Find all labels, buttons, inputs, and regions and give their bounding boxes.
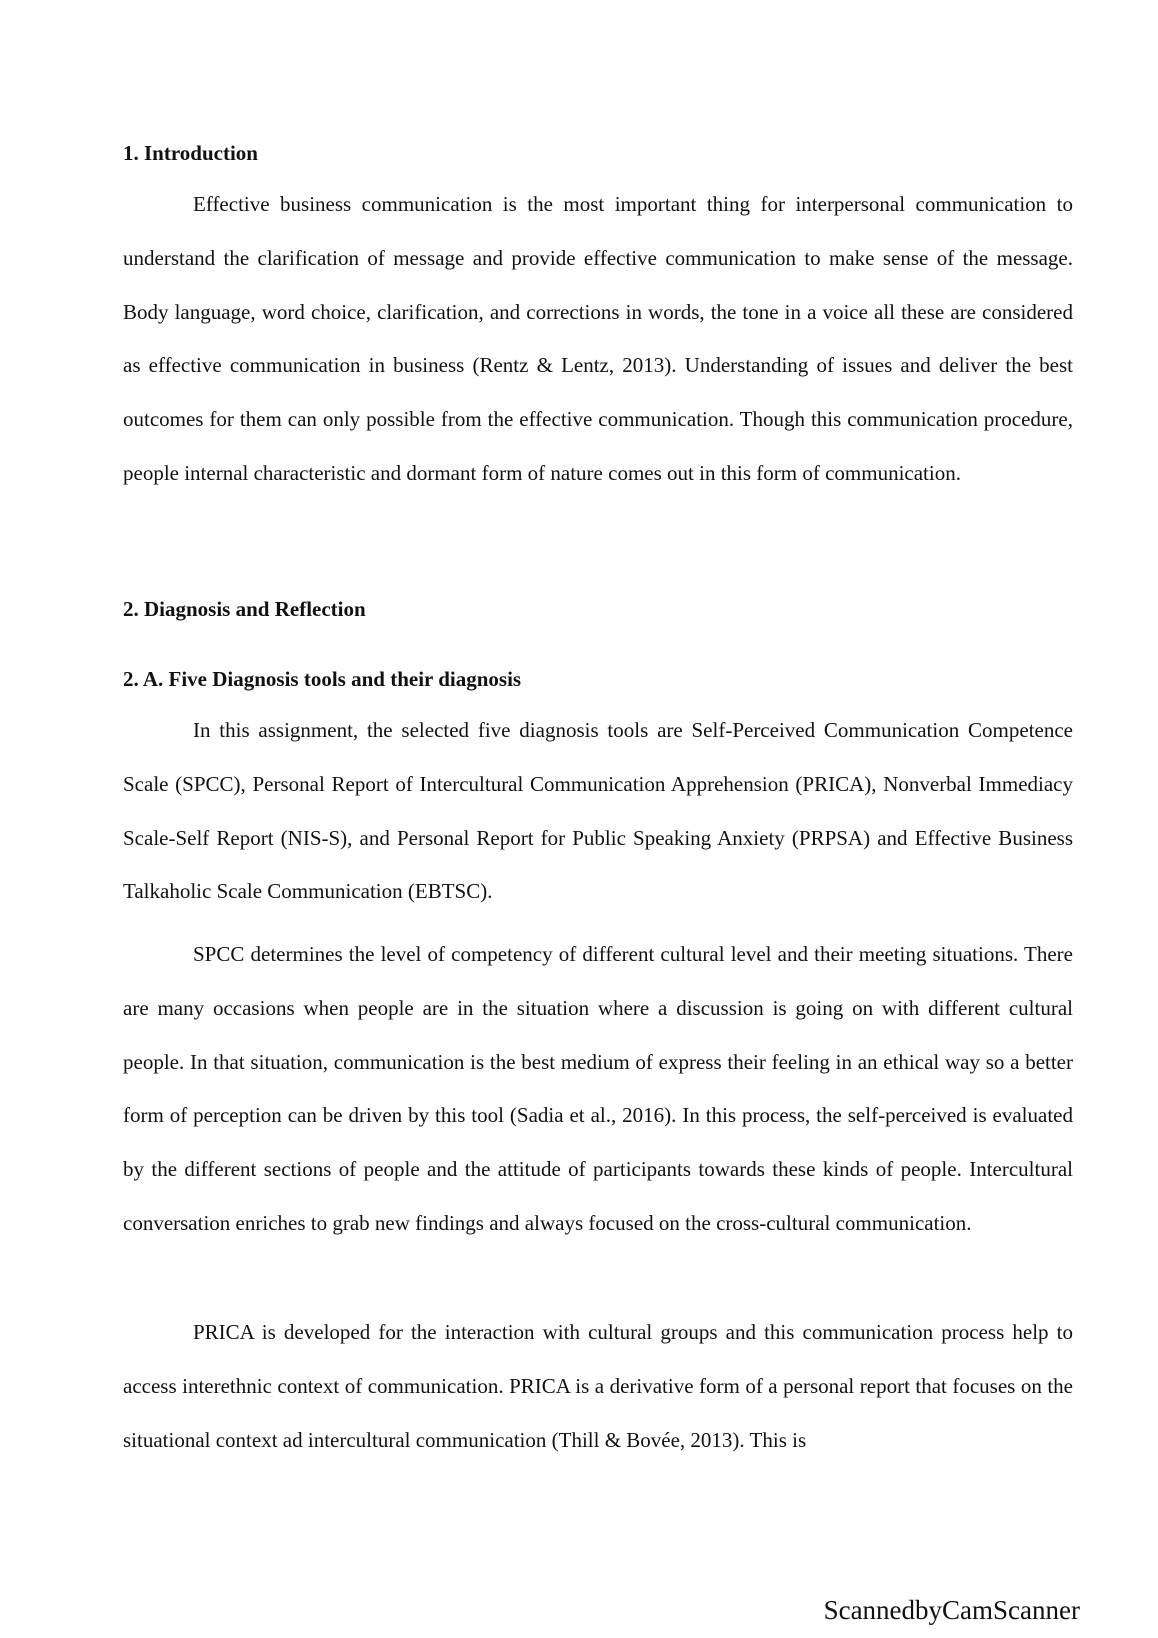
camscanner-watermark: ScannedbyCamScanner [823, 1595, 1080, 1625]
paragraph-spcc: SPCC determines the level of competency of different cultural level and their meeting situations. There are many occasions when people are in the situation where a discussion is going on with different cultural people. In that situation, communication is the best medium of express their feeling in an ethical way so a better form of perception can be driven by this tool (Sadia et al., 2016). In this process, the self-perceived is evaluated by the different sections of people and the attitude of participants towards these kinds of people. Intercultural conversation enriches to grab new findings and always focused on the cross-cultural communication. [123, 942, 1073, 1235]
paragraph-prica: PRICA is developed for the interaction with cultural groups and this communication process help to access interethnic context of communication. PRICA is a derivative form of a personal report that focuses on the situational context ad intercultural communication (Thill & Bovée, 2013). This is [123, 1320, 1073, 1452]
paragraph-tools: In this assignment, the selected five diagnosis tools are Self-Perceived Communication Competence Scale (SPCC), Personal Report of Intercultural Communication Apprehension (PRICA), Nonverbal Immediacy Scale-Self Report (NIS-S), and Personal Report for Public Speaking Anxiety (PRPSA) and Effective Business Talkaholic Scale Communication (EBTSC). [123, 718, 1073, 904]
section-heading-introduction: 1. Introduction [123, 141, 258, 165]
section-heading-diagnosis-reflection: 2. Diagnosis and Reflection [123, 597, 366, 621]
subsection-heading-five-tools: 2. A. Five Diagnosis tools and their diagnosis [123, 667, 522, 691]
paragraph-introduction: Effective business communication is the most important thing for interpersonal communication to understand the clarification of message and provide effective communication to make sense of the message. Body language, word choice, clarification, and corrections in words, the tone in a voice all these are considered as effective communication in business (Rentz & Lentz, 2013). Understanding of issues and deliver the best outcomes for them can only possible from the effective communication. Though this communication procedure, people internal characteristic and dormant form of nature comes out in this form of communication. [123, 192, 1073, 485]
